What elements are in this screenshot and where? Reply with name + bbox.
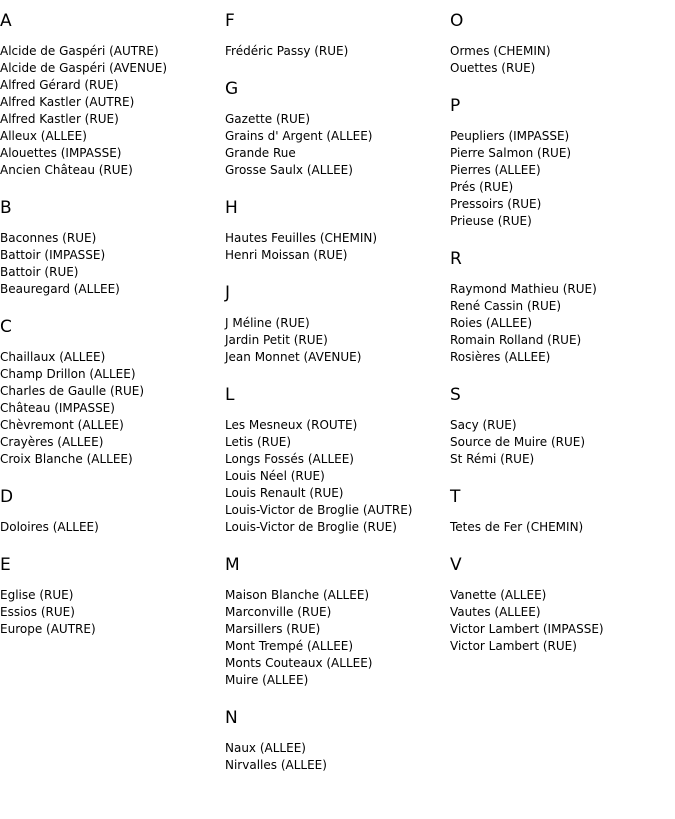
street-list-item: Roies (ALLEE) [450,316,533,330]
letter-section [225,79,445,179]
street-list-item: Jean Monnet (AVENUE) [225,350,362,364]
street-list-item: Alfred Kastler (RUE) [0,112,119,126]
section-letter-heading: O [450,11,464,31]
section-letter-heading: P [450,96,461,116]
street-list-item: Maison Blanche (ALLEE) [225,588,370,602]
section-letter-heading: J [225,283,231,303]
street-list-item: Pressoirs (RUE) [450,197,542,211]
section-letter-heading: D [0,487,14,507]
street-list [225,417,445,536]
street-list-item: Peupliers (IMPASSE) [450,129,570,143]
street-list-item: Champ Drillon (ALLEE) [0,367,136,381]
street-list-item: Romain Rolland (RUE) [450,333,582,347]
street-list-item: Rosières (ALLEE) [450,350,551,364]
street-list [0,43,220,179]
letter-section [0,555,220,638]
street-list [225,587,445,689]
street-list-item: Prieuse (RUE) [450,214,532,228]
street-list-item: Battoir (RUE) [0,265,79,279]
street-list [450,281,670,366]
street-list-item: Marsillers (RUE) [225,622,321,636]
street-list-item: Pierres (ALLEE) [450,163,541,177]
letter-section [450,96,670,230]
street-list-item: Alleux (ALLEE) [0,129,87,143]
street-list [0,349,220,468]
letter-section [225,708,445,774]
street-list-item: Raymond Mathieu (RUE) [450,282,597,296]
street-list-item: Baconnes (RUE) [0,231,97,245]
street-list [0,230,220,298]
letter-section [0,198,220,298]
street-list-item: Charles de Gaulle (RUE) [0,384,145,398]
street-list [450,587,670,655]
street-list-item: Tetes de Fer (CHEMIN) [450,520,584,534]
street-column-2 [225,0,445,774]
street-list-item: Gazette (RUE) [225,112,311,126]
street-list-item: Louis Renault (RUE) [225,486,344,500]
section-letter-heading: R [450,249,462,269]
section-letter-heading: N [225,708,238,728]
street-list-item: Grosse Saulx (ALLEE) [225,163,353,177]
street-list-item: Grande Rue [225,146,296,160]
street-list-item: Longs Fossés (ALLEE) [225,452,354,466]
street-list-item: Louis Néel (RUE) [225,469,325,483]
letter-section [0,487,220,536]
street-list-item: Château (IMPASSE) [0,401,115,415]
letter-section [225,198,445,264]
street-list-item: Crayères (ALLEE) [0,435,104,449]
street-list-item: Louis-Victor de Broglie (AUTRE) [225,503,413,517]
section-letter-heading: T [450,487,461,507]
street-list-item: Ancien Château (RUE) [0,163,133,177]
street-list-item: Ormes (CHEMIN) [450,44,551,58]
street-list-item: Nirvalles (ALLEE) [225,758,327,772]
letter-section [450,11,670,77]
street-list-item: Naux (ALLEE) [225,741,306,755]
section-letter-heading: A [0,11,12,31]
street-list-item: Sacy (RUE) [450,418,517,432]
street-list-item: Chaillaux (ALLEE) [0,350,106,364]
section-letter-heading: V [450,555,462,575]
street-list-item: Henri Moissan (RUE) [225,248,348,262]
street-list-item: Source de Muire (RUE) [450,435,586,449]
street-list-item: Beauregard (ALLEE) [0,282,120,296]
street-list-item: Alfred Kastler (AUTRE) [0,95,135,109]
street-list-item: Ouettes (RUE) [450,61,536,75]
section-letter-heading: G [225,79,239,99]
section-letter-heading: C [0,317,12,337]
street-list [0,587,220,638]
letter-section [225,385,445,536]
letter-section [450,555,670,655]
street-list-item: Marconville (RUE) [225,605,332,619]
street-list-item: Vanette (ALLEE) [450,588,547,602]
street-list-item: Victor Lambert (RUE) [450,639,577,653]
street-list-item: Vautes (ALLEE) [450,605,541,619]
street-list-item: J Méline (RUE) [225,316,310,330]
street-list-item: Battoir (IMPASSE) [0,248,106,262]
street-list [225,111,445,179]
street-column-1 [0,0,220,638]
section-letter-heading: L [225,385,235,405]
street-list-item: Alouettes (IMPASSE) [0,146,122,160]
street-list [450,417,670,468]
street-list-item: Jardin Petit (RUE) [225,333,328,347]
street-list-item: St Rémi (RUE) [450,452,535,466]
street-list-item: Louis-Victor de Broglie (RUE) [225,520,397,534]
street-list-item: Essios (RUE) [0,605,75,619]
street-list [450,128,670,230]
section-letter-heading: M [225,555,240,575]
street-list-item: Pierre Salmon (RUE) [450,146,572,160]
street-list-item: Hautes Feuilles (CHEMIN) [225,231,378,245]
street-list-item: Prés (RUE) [450,180,514,194]
street-list-item: Europe (AUTRE) [0,622,96,636]
street-list-item: Les Mesneux (ROUTE) [225,418,358,432]
letter-section [225,283,445,366]
street-list-item: Alfred Gérard (RUE) [0,78,119,92]
street-list-item: Victor Lambert (IMPASSE) [450,622,604,636]
street-column-3 [450,0,670,655]
street-list-item: Letis (RUE) [225,435,292,449]
street-list-item: Alcide de Gaspéri (AUTRE) [0,44,159,58]
street-list [225,315,445,366]
street-list [225,43,445,60]
street-list-item: Grains d' Argent (ALLEE) [225,129,373,143]
street-list [450,519,670,536]
street-list-item: Monts Couteaux (ALLEE) [225,656,373,670]
street-list-item: Doloires (ALLEE) [0,520,99,534]
street-list [0,519,220,536]
section-letter-heading: F [225,11,235,31]
letter-section [0,11,220,179]
street-list [450,43,670,77]
street-list-item: Mont Trempé (ALLEE) [225,639,354,653]
street-list [225,740,445,774]
letter-section [450,487,670,536]
street-list-item: René Cassin (RUE) [450,299,562,313]
street-list-item: Muire (ALLEE) [225,673,309,687]
section-letter-heading: B [0,198,12,218]
letter-section [225,555,445,689]
letter-section [450,249,670,366]
letter-section [450,385,670,468]
letter-section [225,11,445,60]
street-list [225,230,445,264]
letter-section [0,317,220,468]
street-list-item: Frédéric Passy (RUE) [225,44,349,58]
section-letter-heading: H [225,198,238,218]
section-letter-heading: E [0,555,11,575]
street-list-item: Eglise (RUE) [0,588,74,602]
street-list-item: Croix Blanche (ALLEE) [0,452,133,466]
street-list-item: Alcide de Gaspéri (AVENUE) [0,61,168,75]
street-list-item: Chèvremont (ALLEE) [0,418,124,432]
section-letter-heading: S [450,385,461,405]
